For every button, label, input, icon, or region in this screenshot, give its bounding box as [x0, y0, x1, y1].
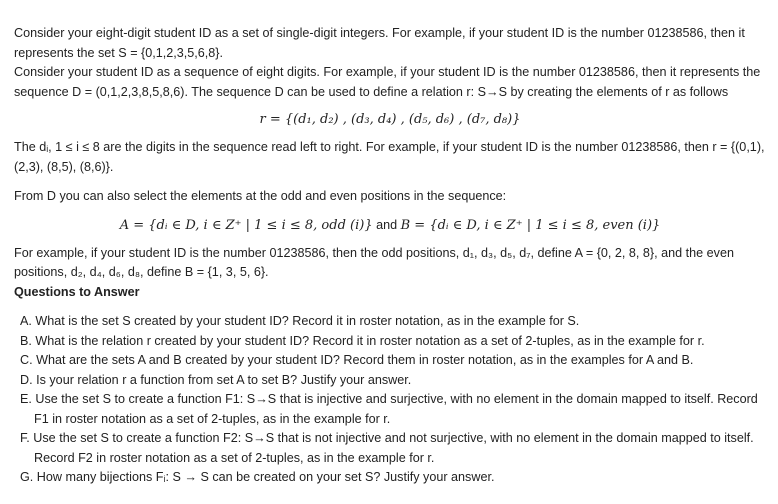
question-d: D. Is your relation r a function from set A to set B? Justify your answer.	[20, 372, 412, 387]
relation-equation: r = {(d₁, d₂) , (d₃, d₄) , (d₅, d₆) , (d₇, d₈)}	[259, 112, 521, 127]
question-f	[20, 429, 766, 468]
question-e	[20, 390, 766, 429]
set-a-definition: A = {dᵢ ∈ D, i ∈ Z⁺ | 1 ≤ i ≤ 8, odd (i)}	[119, 217, 373, 233]
sets-equation	[14, 215, 766, 236]
odd-even-example: For example, if your student ID is the number 01238586, then the odd positions, d₁, d₃, d₅, d₇, define A = {0, 2, 8, 8}, and the even positions, d₂, d₄, d₆, d₈, define B = {1, 3, 5, 6}.	[14, 245, 734, 279]
and-text: and	[372, 217, 401, 232]
question-f-line2: Record F2 in roster notation as a set of 2-tuples, as in the example for r.	[34, 450, 435, 465]
question-a: A. What is the set S created by your student ID? Record it in roster notation, as in the example for S.	[20, 314, 580, 328]
questions-list	[14, 312, 766, 488]
question-e-line1: E. Use the set S to create a function F1: S→S that is injective and surjective, with no element in the domain mapped to itself. Record	[20, 392, 758, 406]
question-g: G. How many bijections Fᵢ: S → S can be created on your set S? Justify your answer.	[20, 470, 495, 484]
question-e-line2: F1 in roster notation as a set of 2-tuples, as in the example for r.	[34, 411, 391, 426]
odd-even-intro: From D you can also select the elements at the odd and even positions in the sequence:	[14, 189, 507, 203]
intro-paragraph-sequence: Consider your student ID as a sequence of eight digits. For example, if your student ID is the number 01238586, then it represents the sequence D = (0,1,2,3,8,5,8,6). The sequence D can be used to define a relation r: S→S by creating the elements of r as follows	[14, 65, 761, 99]
digits-explanation: The dᵢ, 1 ≤ i ≤ 8 are the digits in the sequence read left to right. For example, if your student ID is the number 01238586, then r = {(0,1), (2,3), (8,5), (8,6)}.	[14, 140, 765, 174]
question-b: B. What is the relation r created by your student ID? Record it in roster notation as a set of 2-tuples, as in the example for r.	[20, 333, 705, 348]
question-f-line1: F. Use the set S to create a function F2: S→S that is not injective and not surjective, with no element in the domain mapped to itself.	[20, 431, 754, 445]
question-c: C. What are the sets A and B created by your student ID? Record them in roster notation, as in the examples for A and B.	[20, 353, 694, 367]
document-page	[14, 24, 766, 488]
set-b-definition: B = {dᵢ ∈ D, i ∈ Z⁺ | 1 ≤ i ≤ 8, even (i)}	[400, 217, 661, 233]
intro-paragraph-set: Consider your eight-digit student ID as a set of single-digit integers. For example, if your student ID is the number 01238586, then it represents the set S = {0,1,2,3,5,6,8}.	[14, 26, 745, 60]
questions-heading: Questions to Answer	[14, 284, 140, 299]
